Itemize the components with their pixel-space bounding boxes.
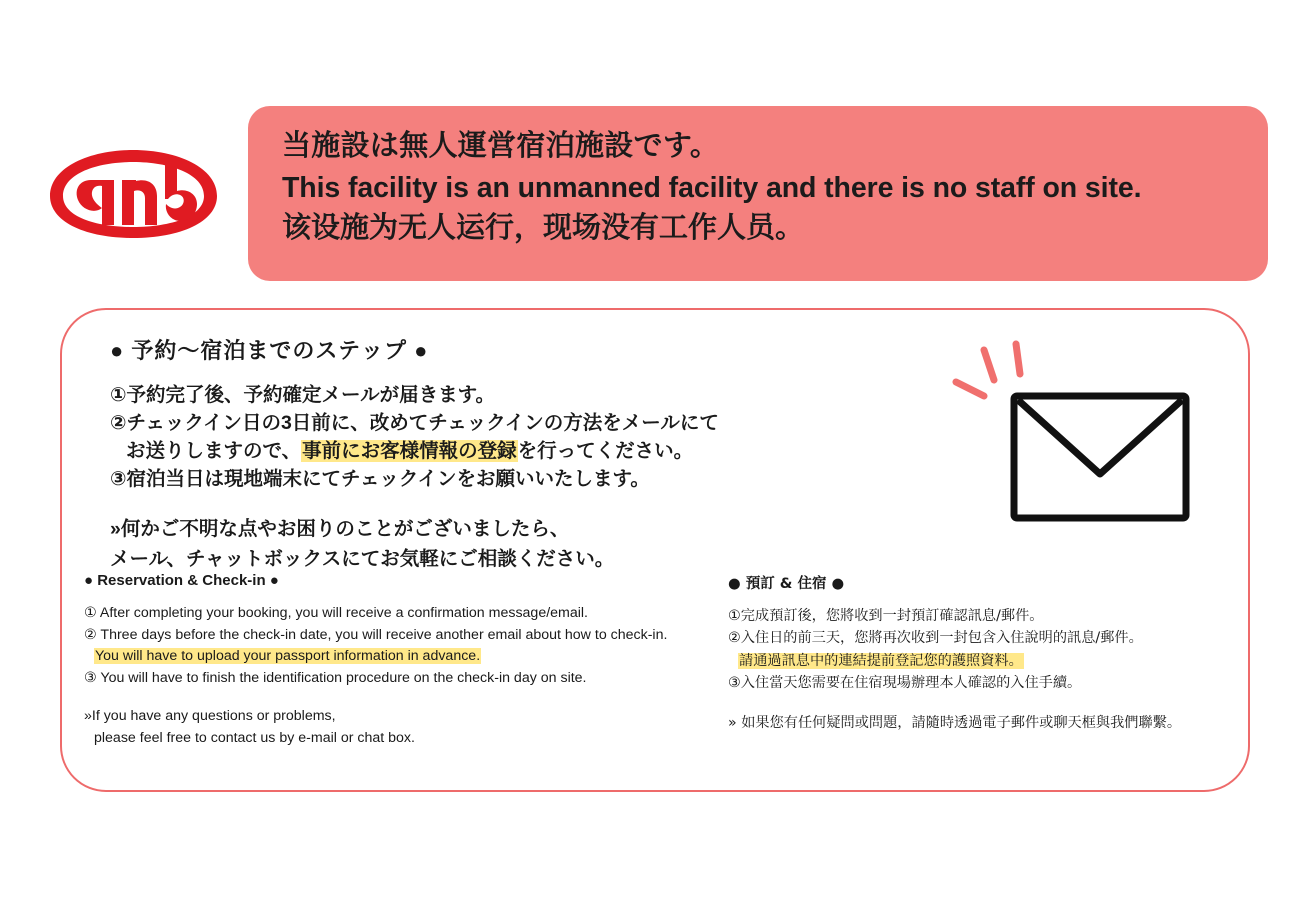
english-note-line-2: [84, 728, 724, 750]
chinese-note: » 如果您有任何疑問或問題，請隨時透過電子郵件或聊天框與我們聯繫。: [728, 714, 1182, 731]
japanese-note-line-1: »何かご不明な点やお困りのことがございましたら、: [110, 518, 570, 541]
japanese-step-2-suffix: を行ってください。: [517, 440, 694, 463]
steps-card: [60, 308, 1250, 792]
english-heading: ● Reservation & Check-in ●: [84, 572, 279, 589]
japanese-steps-block: [110, 334, 810, 574]
japanese-step-2-prefix: お送りしますので、: [126, 440, 302, 463]
chinese-item-1: ①完成預訂後，您將收到一封預訂確認訊息/郵件。: [728, 608, 1044, 624]
english-note-line-1: »If you have any questions or problems,: [84, 708, 336, 725]
chinese-item-2-highlight: 請通過訊息中的連結提前登記您的護照資料。: [739, 652, 1023, 669]
japanese-note-line-2: [110, 545, 810, 574]
banner-line-japanese: 当施設は無人運営宿泊施設です。: [282, 130, 720, 162]
japanese-step-2-highlight: 事前にお客様情報の登録: [302, 440, 517, 463]
banner-line-english: This facility is an unmanned facility and there is no staff on site.: [282, 171, 1142, 204]
japanese-step-2: ②チェックイン日の3日前に、改めてチェックインの方法をメールにて: [110, 412, 719, 435]
english-column: [84, 572, 724, 749]
chinese-item-2: ②入住日的前三天，您將再次收到一封包含入住說明的訊息/郵件。: [728, 630, 1143, 647]
chinese-column: [728, 572, 1248, 734]
japanese-step-3: ③宿泊当日は現地端末にてチェックインをお願いいたします。: [110, 468, 650, 491]
company-logo: [36, 146, 231, 242]
english-item-1: ① After completing your booking, you will receive a confirmation message/email.: [84, 605, 588, 621]
japanese-step-1: ①予約完了後、予約確定メールが届きます。: [110, 384, 496, 406]
english-item-3: ③ You will have to finish the identification procedure on the check-in day on site.: [84, 669, 587, 686]
english-item-2-cont: [84, 646, 724, 668]
english-note-line-2-text: please feel free to contact us by e-mail or chat box.: [94, 729, 415, 746]
chinese-item-2-cont: [728, 650, 1248, 672]
chinese-item-3: ③入住當天您需要在住宿現場辦理本人確認的入住手續。: [728, 675, 1082, 692]
envelope-icon: [942, 338, 1192, 553]
japanese-note-line-2-text: メール、チャットボックスにてお気軽にご相談ください。: [110, 547, 615, 570]
top-banner-section: [0, 98, 1314, 288]
japanese-heading: ● 予約〜宿泊までのステップ ●: [110, 338, 429, 363]
unmanned-facility-banner: [248, 106, 1268, 281]
english-item-2: ② Three days before the check-in date, you will receive another email about how to check-in.: [84, 626, 668, 643]
japanese-step-2-cont: [110, 437, 810, 465]
banner-line-chinese: 该设施为无人运行，现场没有工作人员。: [282, 209, 805, 244]
chinese-heading: ● 預訂 & 住宿 ●: [728, 576, 845, 592]
english-item-2-highlight: You will have to upload your passport information in advance.: [95, 648, 481, 665]
